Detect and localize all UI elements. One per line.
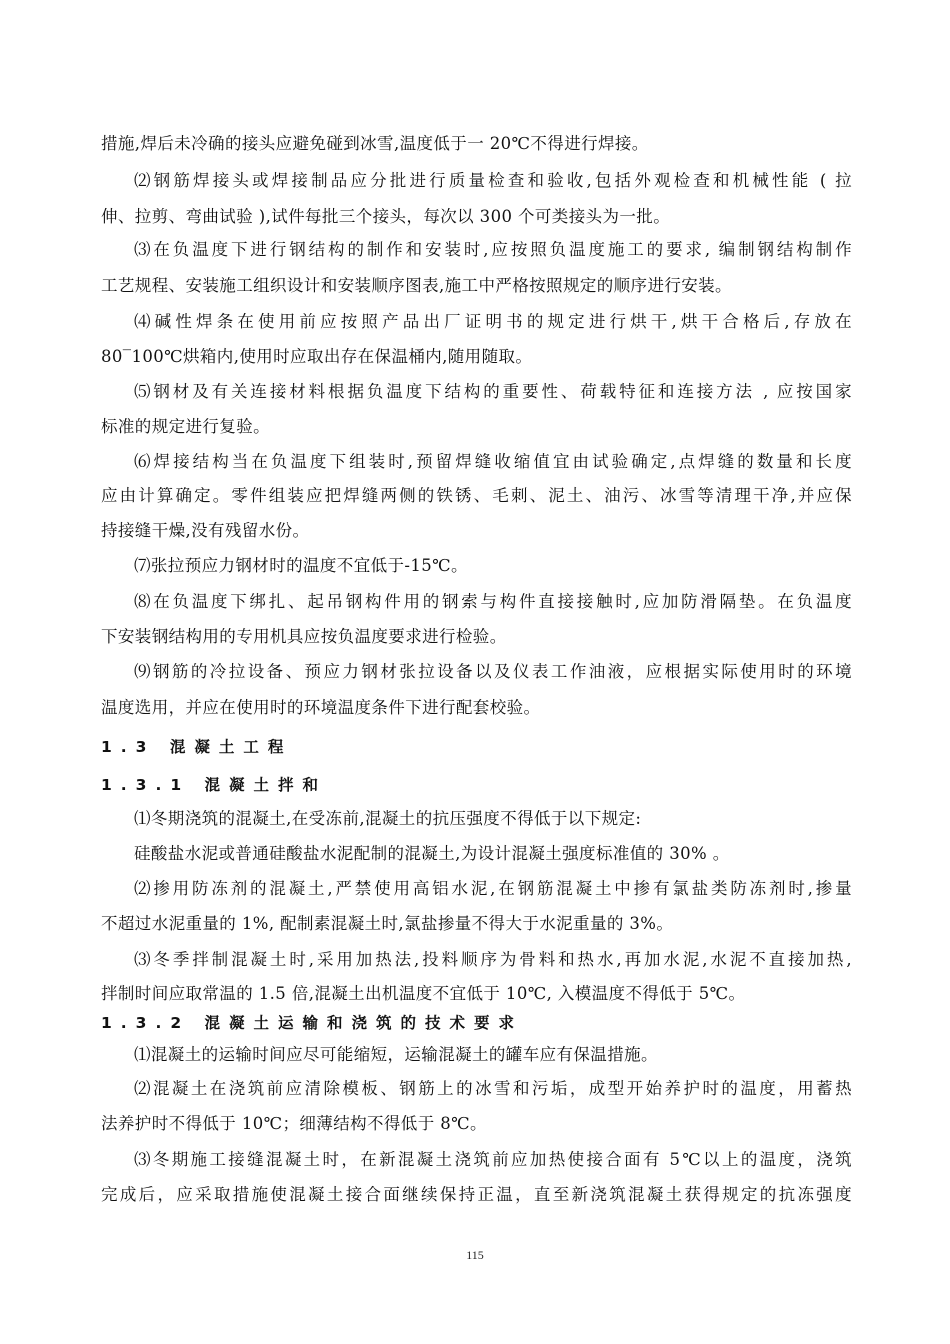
paragraph-line: ⑹焊接结构当在负温度下组装时,预留焊缝收缩值宜由试验确定,点焊缝的数量和长度 [134,452,852,471]
paragraph-line: 措施,焊后未冷确的接头应避免碰到冰雪,温度低于一 20℃不得进行焊接。 [101,134,649,153]
paragraph-line: 下安装钢结构用的专用机具应按负温度要求进行检验。 [101,627,507,646]
paragraph-line: 不超过水泥重量的 1%, 配制素混凝土时,氯盐掺量不得大于水泥重量的 3%。 [101,914,674,933]
paragraph-line: 80‾100℃烘箱内,使用时应取出存在保温桶内,随用随取。 [101,347,533,366]
paragraph-line: 应由计算确定。零件组装应把焊缝两侧的铁锈、毛刺、泥土、油污、冰雪等清理干净,并应保 [101,486,852,505]
paragraph-line: ⑶冬季拌制混凝土时,采用加热法,投料顺序为骨料和热水,再加水泥,水泥不直接加热, [134,950,852,969]
paragraph-line: ⑵钢筋焊接头或焊接制品应分批进行质量检查和验收,包括外观检查和机械性能 ( 拉 [134,171,852,190]
paragraph-line: 法养护时不得低于 10℃；细薄结构不得低于 8℃。 [101,1114,487,1133]
paragraph-line: 温度选用，并应在使用时的环境温度条件下进行配套校验。 [101,698,541,717]
paragraph-line: ⑶冬期施工接缝混凝土时，在新混凝土浇筑前应加热使接合面有 5℃以上的温度，浇筑 [134,1150,852,1169]
paragraph-line: ⑸钢材及有关连接材料根据负温度下结构的重要性、荷载特征和连接方法 , 应按国家 [134,382,852,401]
paragraph-line: ⑶在负温度下进行钢结构的制作和安装时,应按照负温度施工的要求, 编制钢结构制作 [134,240,852,259]
paragraph-line: ⑵混凝土在浇筑前应清除模板、钢筋上的冰雪和污垢，成型开始养护时的温度，用蓄热 [134,1079,852,1098]
paragraph-line: ⑴冬期浇筑的混凝土,在受冻前,混凝土的抗压强度不得低于以下规定: [134,809,642,828]
paragraph-line: 拌制时间应取常温的 1.5 倍,混凝土出机温度不宜低于 10℃, 入模温度不得低于 5℃。 [101,984,746,1003]
paragraph-line: ⑺张拉预应力钢材时的温度不宜低于-15℃。 [134,556,468,575]
page-number: 115 [466,1248,484,1262]
paragraph-line: ⑷碱性焊条在使用前应按照产品出厂证明书的规定进行烘干,烘干合格后,存放在 [134,312,852,331]
paragraph-line: 标准的规定进行复验。 [101,417,270,436]
paragraph-line: ⑼钢筋的冷拉设备、预应力钢材张拉设备以及仪表工作油液，应根据实际使用时的环境 [134,662,852,681]
paragraph-line: 持接缝干燥,没有残留水份。 [101,521,310,540]
paragraph-line: ⑵掺用防冻剂的混凝土,严禁使用高铝水泥,在钢筋混凝土中掺有氯盐类防冻剂时,掺量 [134,879,852,898]
paragraph-line: ⑴混凝土的运输时间应尽可能缩短，运输混凝土的罐车应有保温措施。 [134,1045,658,1064]
paragraph-line: 完成后，应采取措施使混凝土接合面继续保持正温，直至新浇筑混凝土获得规定的抗冻强度 [101,1185,852,1204]
paragraph-line: 硅酸盐水泥或普通硅酸盐水泥配制的混凝土,为设计混凝土强度标准值的 30% 。 [134,844,730,863]
subsection-heading: 1.3.2 混凝土运输和浇筑的技术要求 [101,1014,524,1032]
section-heading: 1.3 混凝土工程 [101,738,293,756]
paragraph-line: 工艺规程、安装施工组织设计和安装顺序图表,施工中严格按照规定的顺序进行安装。 [101,276,732,295]
subsection-heading: 1.3.1 混凝土拌和 [101,776,328,794]
paragraph-line: 伸、拉剪、弯曲试验 ),试件每批三个接头，每次以 300 个可类接头为一批。 [101,207,671,226]
paragraph-line: ⑻在负温度下绑扎、起吊钢构件用的钢索与构件直接接触时,应加防滑隔垫。在负温度 [134,592,852,611]
